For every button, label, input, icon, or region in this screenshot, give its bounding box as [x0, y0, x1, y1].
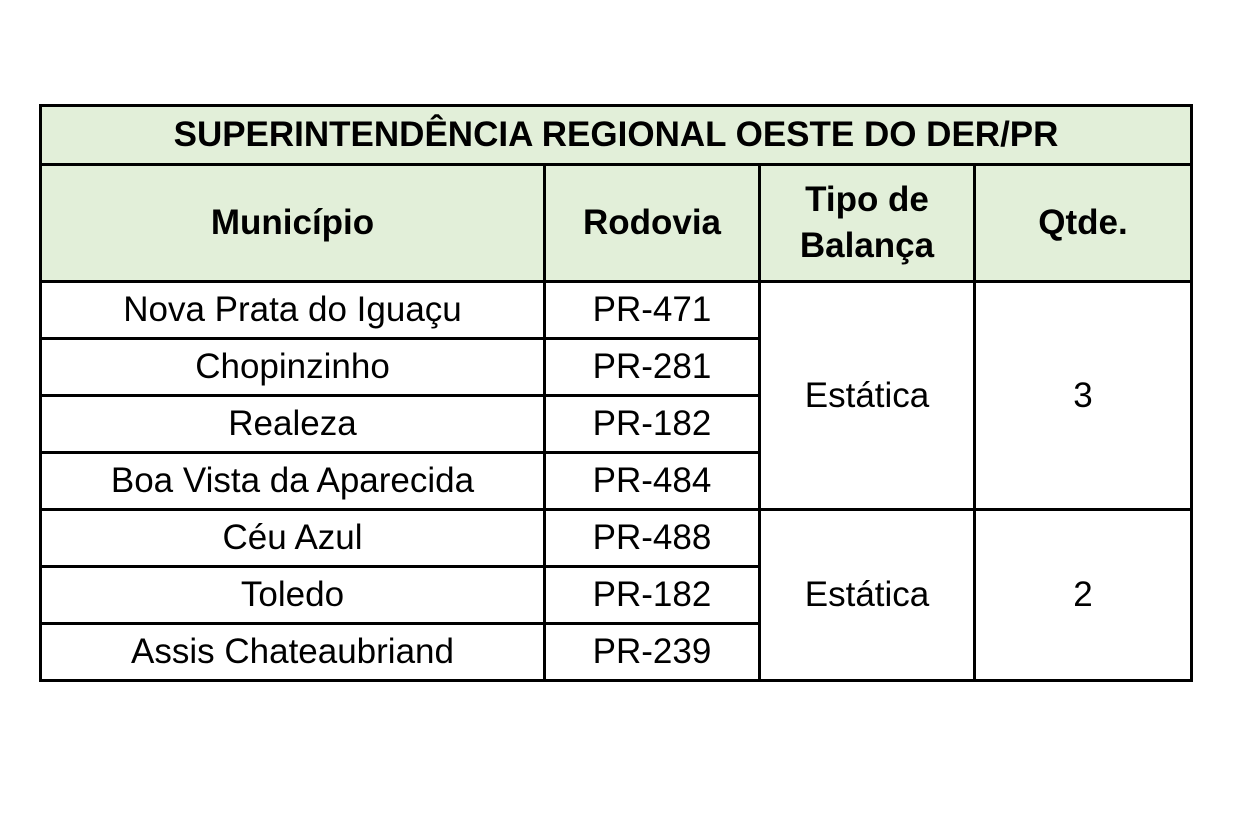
table-title: SUPERINTENDÊNCIA REGIONAL OESTE DO DER/PR	[41, 106, 1192, 165]
cell-qtde: 2	[975, 510, 1192, 681]
cell-municipio: Assis Chateaubriand	[41, 624, 545, 681]
header-row	[41, 165, 1192, 282]
cell-rodovia: PR-471	[545, 282, 760, 339]
cell-tipo-de-balanca: Estática	[760, 282, 975, 510]
table-row	[41, 282, 1192, 339]
cell-rodovia: PR-182	[545, 567, 760, 624]
title-row	[41, 106, 1192, 165]
cell-rodovia: PR-488	[545, 510, 760, 567]
table-container	[39, 104, 1193, 682]
header-municipio: Município	[41, 165, 545, 282]
cell-municipio: Céu Azul	[41, 510, 545, 567]
cell-municipio: Realeza	[41, 396, 545, 453]
cell-rodovia: PR-281	[545, 339, 760, 396]
cell-rodovia: PR-484	[545, 453, 760, 510]
header-rodovia: Rodovia	[545, 165, 760, 282]
cell-rodovia: PR-182	[545, 396, 760, 453]
cell-municipio: Nova Prata do Iguaçu	[41, 282, 545, 339]
table-row	[41, 510, 1192, 567]
cell-municipio: Boa Vista da Aparecida	[41, 453, 545, 510]
cell-municipio: Toledo	[41, 567, 545, 624]
header-tipo-de-balanca	[760, 165, 975, 282]
cell-tipo-de-balanca: Estática	[760, 510, 975, 681]
cell-rodovia: PR-239	[545, 624, 760, 681]
header-tipo-line2: Balança	[799, 226, 935, 265]
header-qtde: Qtde.	[975, 165, 1192, 282]
cell-municipio: Chopinzinho	[41, 339, 545, 396]
weigh-stations-table	[39, 104, 1193, 682]
cell-qtde: 3	[975, 282, 1192, 510]
header-tipo-line1: Tipo de	[805, 180, 929, 219]
